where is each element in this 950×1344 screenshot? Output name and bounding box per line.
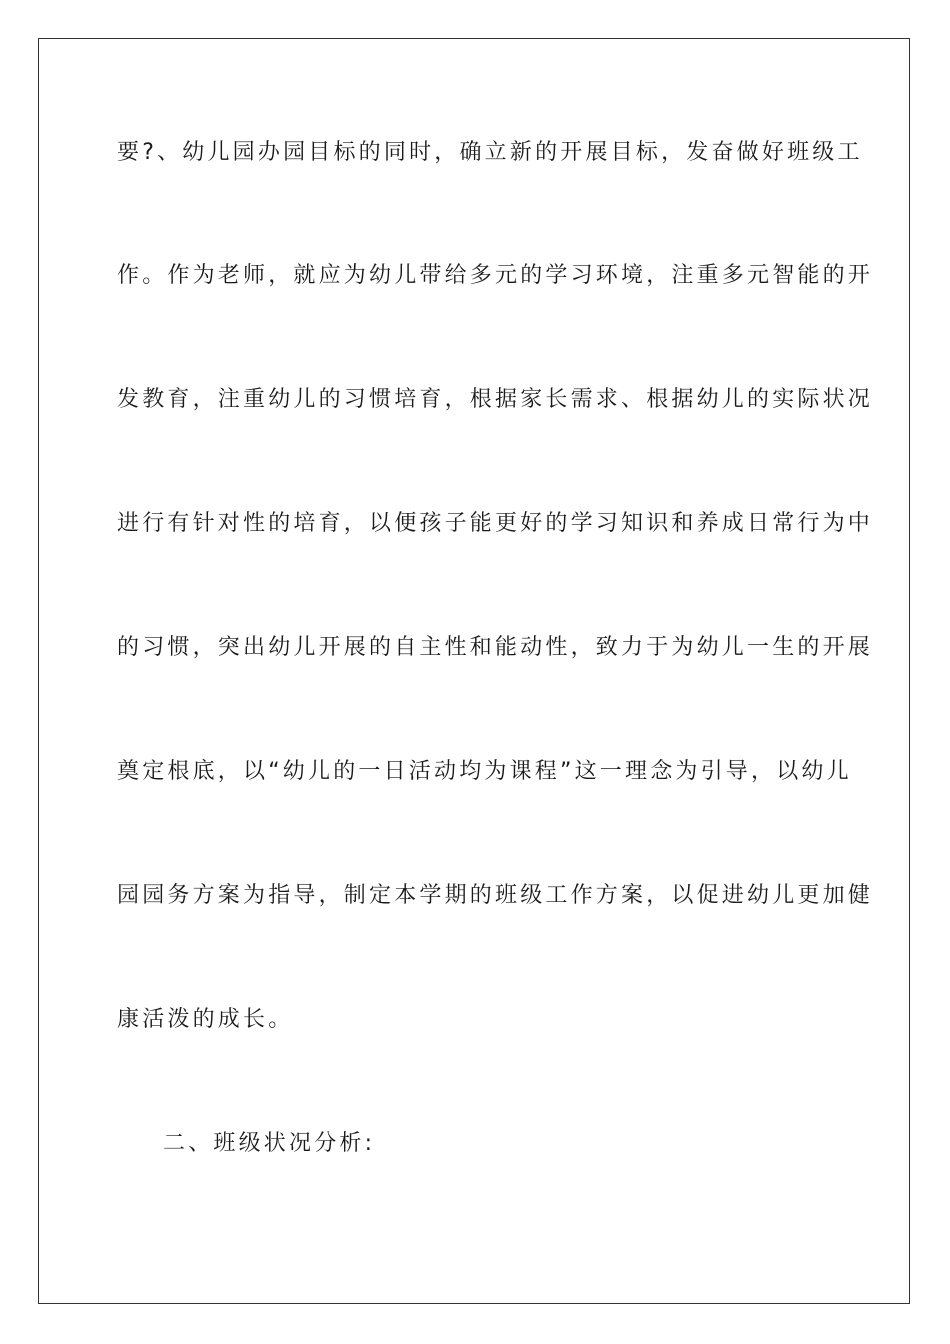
- page-border: [38, 38, 910, 1304]
- paragraph-line-8: 康活泼的成长。: [117, 1007, 294, 1032]
- paragraph-line-6: 奠定根底，以“幼儿的一日活动均为课程”这一理念为引导，以幼儿: [117, 759, 852, 784]
- paragraph-line-4: 进行有针对性的培育，以便孩子能更好的学习知识和养成日常行为中: [117, 511, 874, 536]
- paragraph-line-2: 作。作为老师，就应为幼儿带给多元的学习环境，注重多元智能的开: [117, 263, 874, 288]
- paragraph-line-7: 园园务方案为指导，制定本学期的班级工作方案，以促进幼儿更加健: [117, 883, 874, 908]
- paragraph-line-1: 要?、幼儿园办园目标的同时，确立新的开展目标，发奋做好班级工: [117, 140, 863, 165]
- paragraph-line-5: 的习惯，突出幼儿开展的自主性和能动性，致力于为幼儿一生的开展: [117, 635, 874, 660]
- paragraph-line-3: 发教育，注重幼儿的习惯培育，根据家长需求、根据幼儿的实际状况: [117, 387, 874, 412]
- section-heading: 二、班级状况分析:: [163, 1131, 376, 1156]
